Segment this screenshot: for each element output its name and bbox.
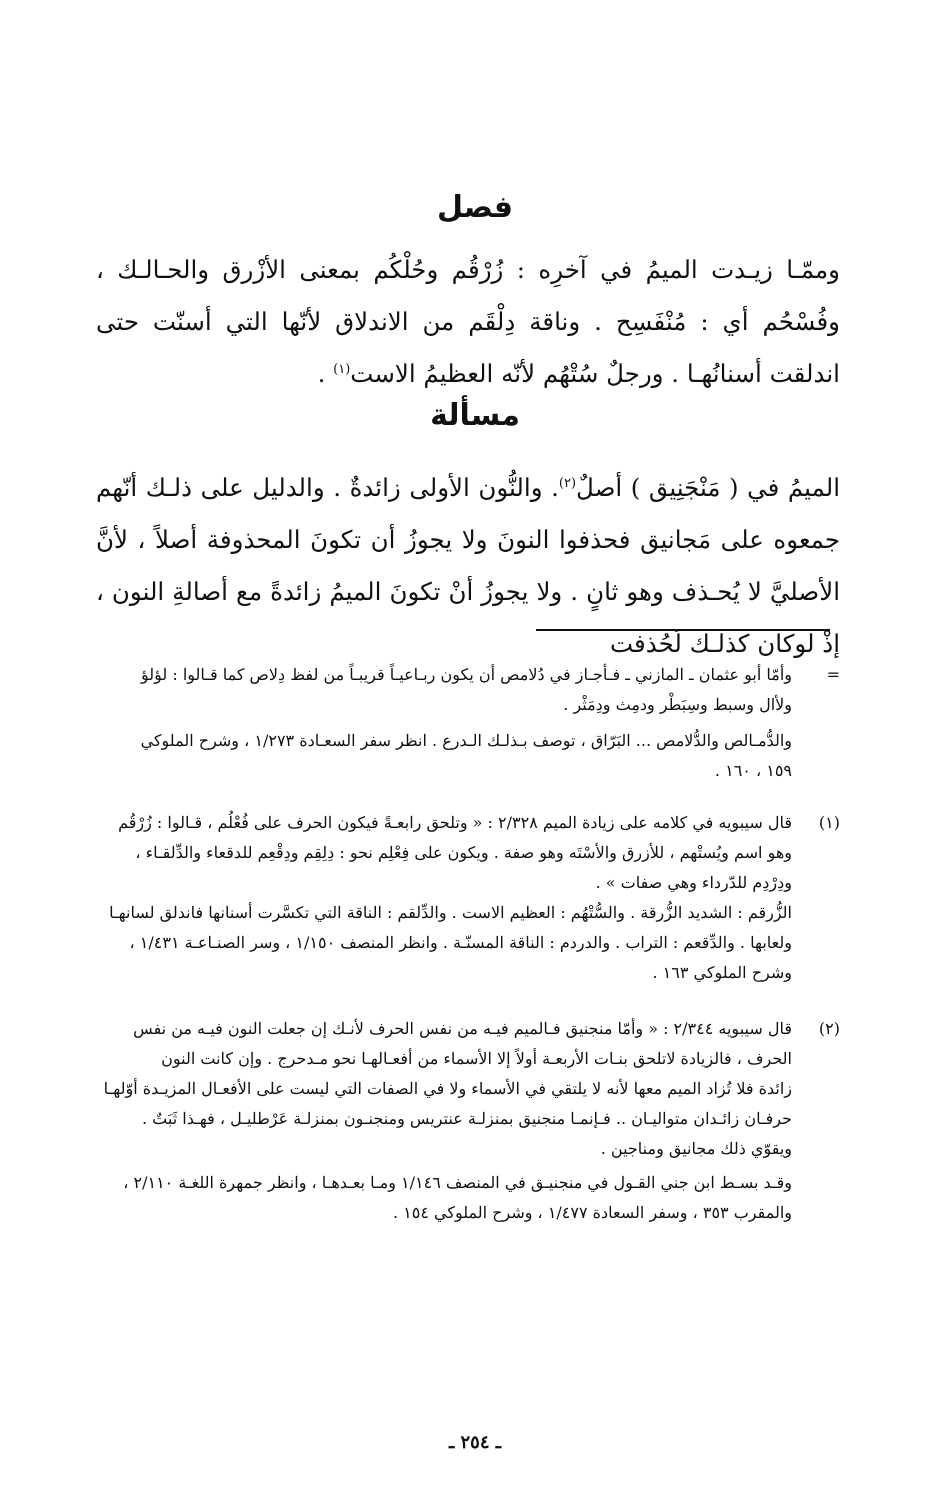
footnote-2 (88, 1014, 840, 1228)
footnote-line: والدُّمـالص والدُّلامص ... البَرّاق ، توصف بـذلـك الـدرع . انظر سفر السعـادة ١/٢٧٣ ، وشرح الملوكي (140, 731, 792, 750)
footnote-line: ١٥٩ ، ١٦٠ . (714, 761, 792, 780)
footnote-line: ولعابها . والدِّقعم : التراب . والدردم : الناقة المسنّـة . وانظر المنصف ١/١٥٠ ، وسر الصنـاعـة ١/٤٣١ ، (129, 933, 792, 952)
footnote-line: والمقرب ٣٥٣ ، وسفر السعادة ١/٤٧٧ ، وشرح الملوكي ١٥٤ . (392, 1203, 792, 1222)
footnote-line: وهو اسم ويُستْهم ، للأزرق والأسْتَه وهو صفة . ويكون على فِعْلِم نحو : دِلِقِم ودِقْعِم للدقعاء والدِّلقـاء ، (135, 843, 792, 862)
section-paragraph-text: وممّـا زيـدت الميمُ في آخرِه : زُرْقُم وحُلْكُم بمعنى الأزْرق والحـالـك ، وفُسْحُم أي : مُنْفَسِح . وناقة دِلْقَم من الاندلاق لأنّها التي أسنّت حتى اندلقت أسنانُهـا . ورجلٌ سُتْهُم لأنّه العظيمُ الاست (96, 255, 840, 388)
footnote-line: ولأال وسبط وسِبَطْر ودمِث ودِمَثْر . (563, 695, 792, 714)
section-paragraph (96, 244, 840, 400)
footnote-line: حرفـان زائـدان متواليـان .. فـإنمـا منجنيق بمنزلـة عنتريس ومنجنـون بمنزلـة عَرْطليـل ، فهـذا ثَبَتٌ . (142, 1109, 792, 1128)
footnote-reference-1: (١) (333, 361, 351, 377)
footnote-line: وشرح الملوكي ١٦٣ . (652, 963, 792, 982)
footnote-line: وأمّا أبو عثمان ـ المازني ـ فـأجـاز في دُلامص أن يكون ربـاعيـاً قريبـاً من لفظ دِلاص كما قـالوا : لؤلؤ (140, 665, 792, 684)
question-paragraph-start: الميمُ في ( مَنْجَنِيق ) أصلٌ (576, 473, 841, 502)
footnote-line: ودِرْدِم للدّرداء وهي صفات » . (595, 873, 792, 892)
footnote-continuation (88, 660, 840, 786)
footnote-separator (536, 629, 830, 631)
question-paragraph-text: . والنُّون الأولى زائدةٌ . والدليل على ذلـك أنّهم جمعوه على مَجانيق فحذفوا النونَ ولا يجوزُ أن تكونَ المحذوفة أصلاً ، لأنَّ الأصليَّ لا يُحـذف وهو ثانٍ . ولا يجوزُ أنْ تكونَ الميمُ زائدةً مع أصالةِ النون ، إذْ لوكان كذلـك لَحُذفت (96, 473, 840, 658)
footnote-line: زائدة فلا تُزاد الميم معها لأنه لا يلتقي في الأسماء ولا في الصفات التي ليست على الأفعـال المزيـدة أوّلهـا (103, 1079, 792, 1098)
footnote-line: قال سيبويه ٢/٣٤٤ : « وأمّا منجنيق فـالميم فيـه من نفس الحرف لأنـك إن جعلت النون فيـه من نفس (133, 1019, 792, 1038)
footnote-1-marker: (١) (818, 813, 840, 832)
footnote-continuation-marker: = (826, 665, 840, 684)
footnote-line: الحرف ، فالزيادة لاتلحق بنـات الأربعـة أولاً إلا الأسماء من أفعـالهـا نحو مـدحرج . وإن كانت النون (161, 1049, 792, 1068)
footnote-line: ويقوّي ذلك مجانيق ومناجين . (600, 1139, 792, 1158)
page-number: ـ ٢٥٤ ـ (448, 1432, 502, 1453)
footnote-reference-2: (٢) (558, 475, 577, 491)
footnote-line: الزُّرقم : الشديد الزُّرقة . والسُّتْهُم : العظيم الاست . والدِّلقم : الناقة التي تكسَّرت أسنانها فاندلق لسانهـا (109, 903, 792, 922)
footnote-line: قال سيبويه في كلامه على زيادة الميم ٢/٣٢٨ : « وتلحق رابعـةً فيكون الحرف على فُعْلُم ، قـالوا : زُرْقُم (118, 813, 792, 832)
section-heading: فصل (437, 190, 513, 225)
question-heading: مسألة (430, 398, 520, 433)
footnote-1 (88, 808, 840, 988)
footnote-2-marker: (٢) (818, 1019, 840, 1038)
section-paragraph-end: . (317, 359, 334, 388)
question-paragraph (96, 462, 840, 670)
footnote-line: وقـد بسـط ابن جني القـول في منجنيـق في المنصف ١/١٤٦ ومـا بعـدهـا ، وانظر جمهرة اللغـة ٢/١١٠ ، (123, 1173, 792, 1192)
